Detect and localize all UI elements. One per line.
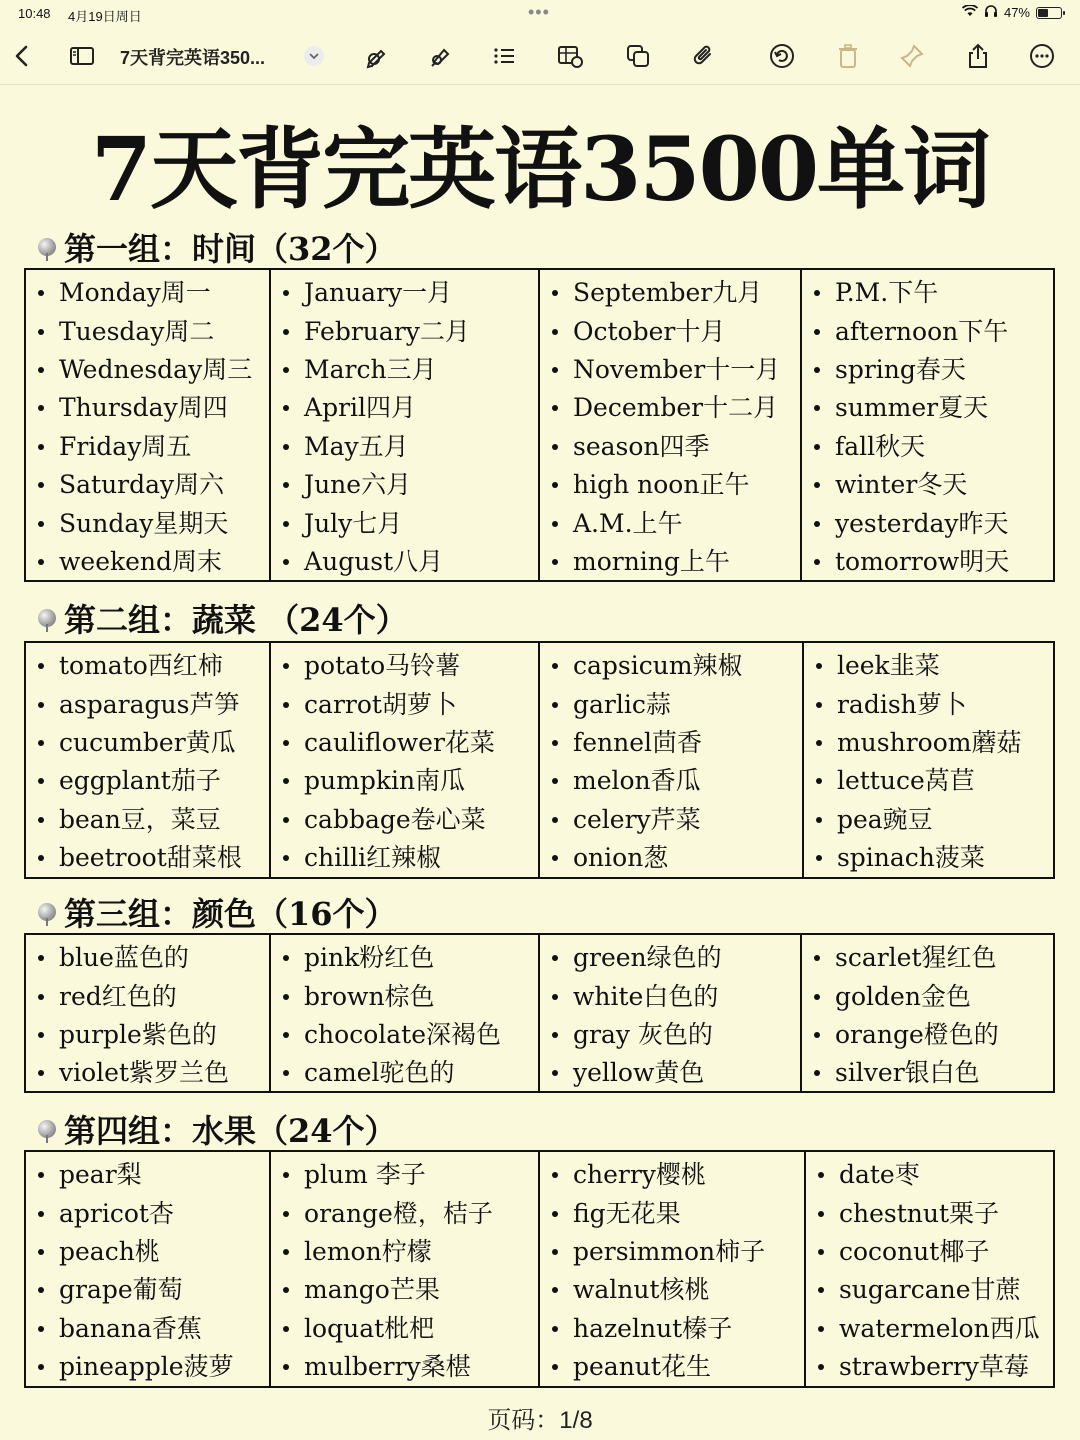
group-heading-vegetables bbox=[38, 595, 408, 641]
status-bar bbox=[0, 0, 1080, 28]
word-item: yellow黄色 bbox=[540, 1054, 800, 1092]
word-item: cucumber黄瓜 bbox=[26, 724, 269, 762]
headphones-icon bbox=[984, 5, 998, 20]
word-item: winter冬天 bbox=[802, 466, 1053, 504]
word-item: date枣 bbox=[806, 1156, 1053, 1194]
word-item: orange橙色的 bbox=[802, 1016, 1053, 1054]
word-table-fruits bbox=[24, 1150, 1055, 1388]
word-column bbox=[271, 935, 540, 1091]
word-item: radish萝卜 bbox=[804, 685, 1053, 723]
group-heading-time bbox=[38, 224, 397, 270]
word-item: blue蓝色的 bbox=[26, 939, 269, 977]
trash-icon[interactable] bbox=[828, 28, 868, 84]
word-item: asparagus芦笋 bbox=[26, 685, 269, 723]
word-item: gray 灰色的 bbox=[540, 1016, 800, 1054]
word-column bbox=[271, 270, 540, 580]
word-item: cabbage卷心菜 bbox=[271, 801, 538, 839]
word-item: bean豆，菜豆 bbox=[26, 801, 269, 839]
battery-percentage: 47% bbox=[1003, 5, 1030, 20]
word-item: white白色的 bbox=[540, 977, 800, 1015]
group-heading-label: 第四组：水果（24个） bbox=[64, 1112, 397, 1150]
word-item: tomorrow明天 bbox=[802, 543, 1053, 581]
pushpin-icon bbox=[38, 609, 56, 627]
word-item: September九月 bbox=[540, 274, 800, 312]
back-icon[interactable] bbox=[2, 28, 42, 84]
word-item: potato马铃薯 bbox=[271, 647, 538, 685]
word-item: purple紫色的 bbox=[26, 1016, 269, 1054]
word-item: April四月 bbox=[271, 389, 538, 427]
word-item: leek韭菜 bbox=[804, 647, 1053, 685]
group-heading-label: 第二组：蔬菜 （24个） bbox=[64, 601, 408, 639]
word-item: garlic蒜 bbox=[540, 685, 802, 723]
pushpin-icon bbox=[38, 238, 56, 256]
word-item: violet紫罗兰色 bbox=[26, 1054, 269, 1092]
word-item: Sunday星期天 bbox=[26, 504, 269, 542]
word-column bbox=[802, 935, 1053, 1091]
status-date: 4月19日周日 bbox=[68, 9, 142, 24]
word-item: brown棕色 bbox=[271, 977, 538, 1015]
word-column bbox=[540, 1152, 806, 1386]
more-icon[interactable] bbox=[1022, 28, 1062, 84]
chevron-down-icon[interactable] bbox=[294, 28, 334, 84]
word-item: plum 李子 bbox=[271, 1156, 538, 1194]
word-item: weekend周末 bbox=[26, 543, 269, 581]
shapes-icon[interactable] bbox=[618, 28, 658, 84]
word-item: green绿色的 bbox=[540, 939, 800, 977]
word-item: red红色的 bbox=[26, 977, 269, 1015]
word-column bbox=[271, 643, 540, 877]
word-item: afternoon下午 bbox=[802, 312, 1053, 350]
word-item: mango芒果 bbox=[271, 1271, 538, 1309]
word-item: sugarcane甘蔗 bbox=[806, 1271, 1053, 1309]
word-item: camel驼色的 bbox=[271, 1054, 538, 1092]
word-item: hazelnut榛子 bbox=[540, 1310, 804, 1348]
list-icon[interactable] bbox=[484, 28, 524, 84]
document-title[interactable]: 7天背完英语350... bbox=[120, 48, 266, 68]
word-column bbox=[540, 935, 802, 1091]
word-item: Wednesday周三 bbox=[26, 351, 269, 389]
multitasking-dots-icon[interactable]: ••• bbox=[528, 2, 550, 22]
word-column bbox=[806, 1152, 1053, 1386]
word-item: celery芹菜 bbox=[540, 801, 802, 839]
word-item: Monday周一 bbox=[26, 274, 269, 312]
word-item: A.M.上午 bbox=[540, 504, 800, 542]
word-column bbox=[802, 270, 1053, 580]
word-item: pineapple菠萝 bbox=[26, 1348, 269, 1386]
word-item: chocolate深褐色 bbox=[271, 1016, 538, 1054]
toolbar-divider bbox=[0, 84, 1080, 85]
pin-icon[interactable] bbox=[892, 28, 932, 84]
word-item: lettuce莴苣 bbox=[804, 762, 1053, 800]
word-item: morning上午 bbox=[540, 543, 800, 581]
word-item: summer夏天 bbox=[802, 389, 1053, 427]
word-item: July七月 bbox=[271, 504, 538, 542]
word-item: carrot胡萝卜 bbox=[271, 685, 538, 723]
word-item: pumpkin南瓜 bbox=[271, 762, 538, 800]
word-item: watermelon西瓜 bbox=[806, 1310, 1053, 1348]
word-column bbox=[26, 935, 271, 1091]
word-item: melon香瓜 bbox=[540, 762, 802, 800]
word-table-time bbox=[24, 268, 1055, 582]
word-item: banana香蕉 bbox=[26, 1310, 269, 1348]
word-item: coconut椰子 bbox=[806, 1233, 1053, 1271]
word-item: March三月 bbox=[271, 351, 538, 389]
status-time: 10:48 bbox=[18, 6, 51, 21]
attachment-icon[interactable] bbox=[684, 28, 724, 84]
word-item: yesterday昨天 bbox=[802, 504, 1053, 542]
word-item: grape葡萄 bbox=[26, 1271, 269, 1309]
word-item: August八月 bbox=[271, 543, 538, 581]
undo-icon[interactable] bbox=[762, 28, 802, 84]
pen-icon[interactable] bbox=[356, 28, 396, 84]
word-item: strawberry草莓 bbox=[806, 1348, 1053, 1386]
word-column bbox=[271, 1152, 540, 1386]
word-item: high noon正午 bbox=[540, 466, 800, 504]
word-item: fennel茴香 bbox=[540, 724, 802, 762]
word-item: May五月 bbox=[271, 428, 538, 466]
word-item: cherry樱桃 bbox=[540, 1156, 804, 1194]
word-item: orange橙，桔子 bbox=[271, 1194, 538, 1232]
word-item: November十一月 bbox=[540, 351, 800, 389]
battery-icon bbox=[1036, 7, 1062, 19]
word-item: pea豌豆 bbox=[804, 801, 1053, 839]
word-column bbox=[804, 643, 1053, 877]
word-item: walnut核桃 bbox=[540, 1271, 804, 1309]
app-toolbar bbox=[0, 28, 1080, 84]
word-item: pear梨 bbox=[26, 1156, 269, 1194]
word-item: peanut花生 bbox=[540, 1348, 804, 1386]
word-item: loquat枇杷 bbox=[271, 1310, 538, 1348]
word-item: capsicum辣椒 bbox=[540, 647, 802, 685]
word-item: October十月 bbox=[540, 312, 800, 350]
share-icon[interactable] bbox=[958, 28, 998, 84]
word-item: June六月 bbox=[271, 466, 538, 504]
page-title: 7天背完英语3500单词 bbox=[90, 117, 990, 221]
word-item: chestnut栗子 bbox=[806, 1194, 1053, 1232]
group-heading-colors bbox=[38, 889, 397, 935]
word-item: fall秋天 bbox=[802, 428, 1053, 466]
word-item: cauliflower花菜 bbox=[271, 724, 538, 762]
word-item: silver银白色 bbox=[802, 1054, 1053, 1092]
group-heading-label: 第一组：时间（32个） bbox=[64, 230, 397, 268]
word-item: Tuesday周二 bbox=[26, 312, 269, 350]
word-item: persimmon柿子 bbox=[540, 1233, 804, 1271]
word-item: January一月 bbox=[271, 274, 538, 312]
word-item: onion葱 bbox=[540, 839, 802, 877]
word-item: Saturday周六 bbox=[26, 466, 269, 504]
word-item: pink粉红色 bbox=[271, 939, 538, 977]
word-item: apricot杏 bbox=[26, 1194, 269, 1232]
table-icon[interactable] bbox=[550, 28, 590, 84]
word-item: December十二月 bbox=[540, 389, 800, 427]
word-item: mulberry桑椹 bbox=[271, 1348, 538, 1386]
wifi-icon bbox=[962, 5, 978, 20]
word-item: spring春天 bbox=[802, 351, 1053, 389]
group-heading-label: 第三组：颜色（16个） bbox=[64, 895, 397, 933]
word-item: February二月 bbox=[271, 312, 538, 350]
pushpin-icon bbox=[38, 1120, 56, 1138]
word-item: P.M.下午 bbox=[802, 274, 1053, 312]
group-heading-fruits bbox=[38, 1106, 397, 1152]
word-item: Friday周五 bbox=[26, 428, 269, 466]
word-item: season四季 bbox=[540, 428, 800, 466]
word-column bbox=[26, 643, 271, 877]
pushpin-icon bbox=[38, 903, 56, 921]
word-item: beetroot甜菜根 bbox=[26, 839, 269, 877]
word-item: lemon柠檬 bbox=[271, 1233, 538, 1271]
word-item: peach桃 bbox=[26, 1233, 269, 1271]
word-item: chilli红辣椒 bbox=[271, 839, 538, 877]
word-item: fig无花果 bbox=[540, 1194, 804, 1232]
word-column bbox=[26, 270, 271, 580]
word-table-vegetables bbox=[24, 641, 1055, 879]
sidebar-icon[interactable] bbox=[62, 28, 102, 84]
word-column bbox=[540, 643, 804, 877]
page-number: 页码：1/8 bbox=[487, 1407, 593, 1434]
highlighter-icon[interactable] bbox=[420, 28, 460, 84]
word-column bbox=[540, 270, 802, 580]
word-item: spinach菠菜 bbox=[804, 839, 1053, 877]
word-item: golden金色 bbox=[802, 977, 1053, 1015]
word-item: eggplant茄子 bbox=[26, 762, 269, 800]
word-item: scarlet猩红色 bbox=[802, 939, 1053, 977]
word-table-colors bbox=[24, 933, 1055, 1093]
word-item: Thursday周四 bbox=[26, 389, 269, 427]
word-column bbox=[26, 1152, 271, 1386]
word-item: tomato西红柿 bbox=[26, 647, 269, 685]
word-item: mushroom蘑菇 bbox=[804, 724, 1053, 762]
